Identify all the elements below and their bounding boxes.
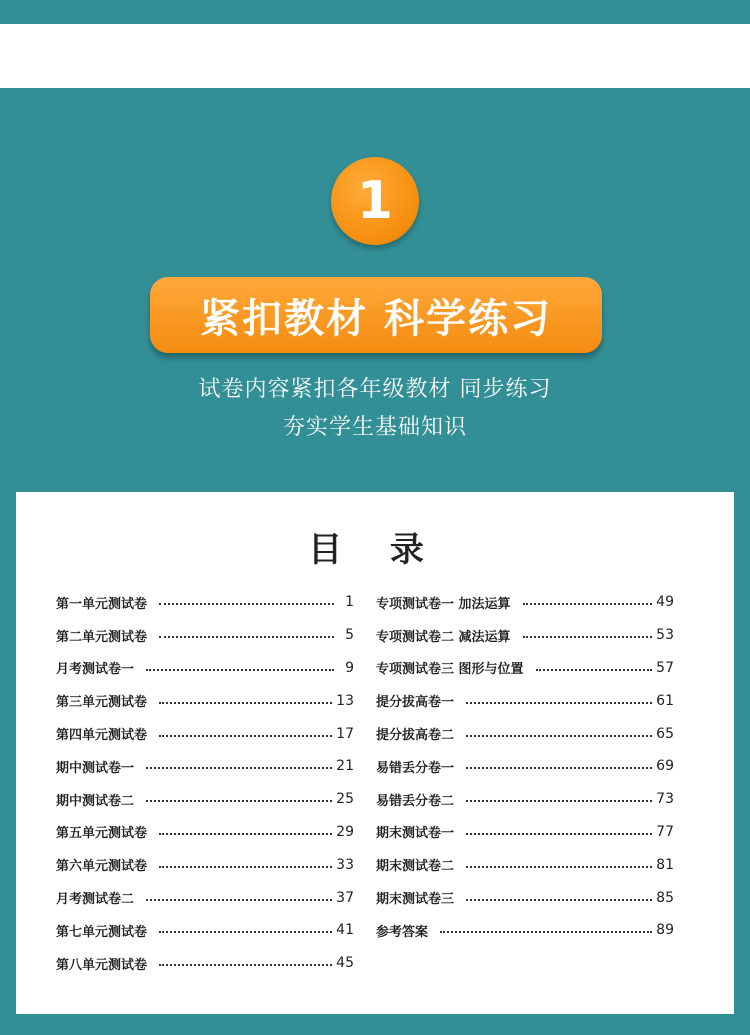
toc-entry bbox=[376, 914, 674, 947]
toc-entry-title: 第二单元测试卷 bbox=[56, 629, 148, 645]
toc-entry-title: 期末测试卷三 bbox=[376, 892, 455, 908]
toc-entry-page: 17 bbox=[336, 725, 354, 742]
headline-banner: 紧扣教材 科学练习 bbox=[150, 277, 602, 353]
toc-entry-page: 85 bbox=[656, 889, 674, 906]
dot-leader bbox=[159, 964, 332, 966]
toc-entry-page: 45 bbox=[336, 955, 354, 972]
dot-leader bbox=[523, 603, 653, 605]
toc-entry-page: 69 bbox=[656, 758, 674, 775]
toc-entry bbox=[56, 652, 354, 685]
toc-entry-page: 25 bbox=[336, 791, 354, 808]
dot-leader bbox=[523, 636, 653, 638]
toc-entry-title: 第七单元测试卷 bbox=[56, 924, 148, 940]
toc-entry-page: 1 bbox=[345, 594, 354, 611]
toc-title: 目 录 bbox=[308, 530, 442, 570]
dot-leader bbox=[440, 931, 652, 933]
toc-entry bbox=[376, 684, 674, 717]
toc-entry bbox=[376, 717, 674, 750]
toc-entry bbox=[376, 816, 674, 849]
dot-leader bbox=[466, 833, 652, 835]
toc-entry bbox=[56, 816, 354, 849]
toc-entry bbox=[376, 848, 674, 881]
toc-entry-title: 第六单元测试卷 bbox=[56, 859, 148, 875]
dot-leader bbox=[159, 735, 332, 737]
toc-entry bbox=[56, 947, 354, 980]
table-of-contents-card bbox=[16, 492, 734, 1014]
toc-entry-page: 65 bbox=[656, 725, 674, 742]
dot-leader bbox=[466, 899, 652, 901]
section-number-badge: 1 bbox=[331, 157, 419, 245]
toc-entry-page: 81 bbox=[656, 856, 674, 873]
toc-entry-title: 参考答案 bbox=[376, 924, 429, 940]
toc-entry-title: 提分拔高卷一 bbox=[376, 695, 455, 711]
toc-entry-title: 期末测试卷一 bbox=[376, 826, 455, 842]
toc-entry-page: 73 bbox=[656, 791, 674, 808]
toc-entry bbox=[56, 881, 354, 914]
dot-leader bbox=[466, 735, 652, 737]
dot-leader bbox=[536, 669, 653, 671]
toc-entry bbox=[56, 914, 354, 947]
toc-entry-title: 期末测试卷二 bbox=[376, 859, 455, 875]
toc-entry-page: 5 bbox=[345, 627, 354, 644]
toc-entry-title: 月考测试卷一 bbox=[56, 662, 135, 678]
toc-entry-title: 专项测试卷二 减法运算 bbox=[376, 629, 511, 645]
toc-entry-page: 33 bbox=[336, 856, 354, 873]
toc-entry-title: 第一单元测试卷 bbox=[56, 596, 148, 612]
toc-entry bbox=[56, 586, 354, 619]
toc-entry-title: 专项测试卷三 图形与位置 bbox=[376, 662, 524, 678]
dot-leader bbox=[159, 833, 332, 835]
dot-leader bbox=[466, 767, 652, 769]
toc-entry bbox=[56, 783, 354, 816]
toc-entry-title: 提分拔高卷二 bbox=[376, 728, 455, 744]
toc-entry bbox=[376, 652, 674, 685]
toc-entry-page: 41 bbox=[336, 922, 354, 939]
toc-entry bbox=[376, 619, 674, 652]
toc-entry-title: 期中测试卷一 bbox=[56, 760, 135, 776]
dot-leader bbox=[146, 800, 332, 802]
toc-entry-page: 49 bbox=[656, 594, 674, 611]
toc-entry bbox=[376, 586, 674, 619]
dot-leader bbox=[146, 899, 332, 901]
toc-entry bbox=[56, 750, 354, 783]
toc-entry-page: 13 bbox=[336, 692, 354, 709]
top-white-band bbox=[0, 24, 750, 88]
toc-entry-page: 89 bbox=[656, 922, 674, 939]
toc-entry bbox=[376, 750, 674, 783]
dot-leader bbox=[159, 702, 332, 704]
toc-entry-title: 第四单元测试卷 bbox=[56, 728, 148, 744]
toc-entry-title: 专项测试卷一 加法运算 bbox=[376, 596, 511, 612]
toc-entry-page: 53 bbox=[656, 627, 674, 644]
toc-entry bbox=[376, 881, 674, 914]
toc-entry-title: 期中测试卷二 bbox=[56, 793, 135, 809]
dot-leader bbox=[146, 669, 334, 671]
toc-left-column bbox=[56, 586, 354, 980]
toc-entry-page: 61 bbox=[656, 692, 674, 709]
dot-leader bbox=[466, 702, 652, 704]
toc-entry-title: 第八单元测试卷 bbox=[56, 957, 148, 973]
toc-entry-title: 第三单元测试卷 bbox=[56, 695, 148, 711]
dot-leader bbox=[159, 931, 332, 933]
toc-entry-title: 月考测试卷二 bbox=[56, 892, 135, 908]
subtitle-line-1: 试卷内容紧扣各年级教材 同步练习 bbox=[198, 377, 552, 402]
toc-entry-page: 9 bbox=[345, 659, 354, 676]
dot-leader bbox=[159, 866, 332, 868]
toc-entry bbox=[376, 783, 674, 816]
toc-entry bbox=[56, 848, 354, 881]
subtitle-line-2: 夯实学生基础知识 bbox=[282, 415, 467, 440]
toc-entry bbox=[56, 619, 354, 652]
dot-leader bbox=[159, 603, 334, 605]
toc-right-column bbox=[376, 586, 674, 947]
toc-entry bbox=[56, 717, 354, 750]
toc-entry-page: 77 bbox=[656, 823, 674, 840]
toc-entry-page: 57 bbox=[656, 659, 674, 676]
dot-leader bbox=[466, 866, 652, 868]
dot-leader bbox=[466, 800, 652, 802]
toc-entry-title: 易错丢分卷二 bbox=[376, 793, 455, 809]
toc-entry bbox=[56, 684, 354, 717]
dot-leader bbox=[146, 767, 332, 769]
toc-entry-page: 21 bbox=[336, 758, 354, 775]
dot-leader bbox=[159, 636, 334, 638]
toc-entry-title: 第五单元测试卷 bbox=[56, 826, 148, 842]
toc-entry-title: 易错丢分卷一 bbox=[376, 760, 455, 776]
toc-entry-page: 37 bbox=[336, 889, 354, 906]
toc-entry-page: 29 bbox=[336, 823, 354, 840]
